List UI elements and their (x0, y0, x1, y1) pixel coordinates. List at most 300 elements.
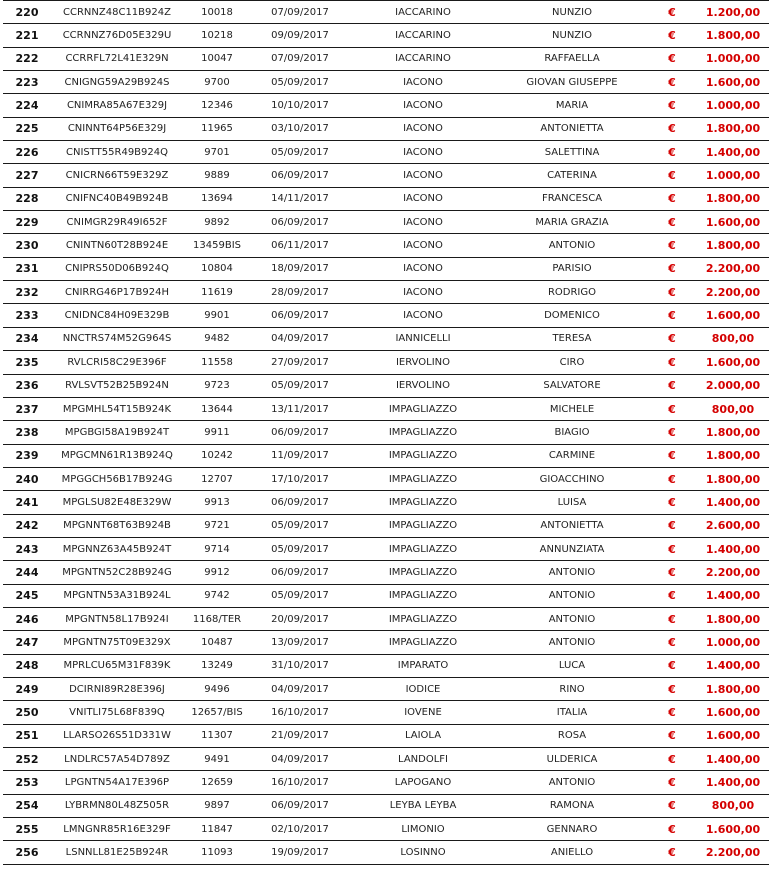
protocol-number-cell: 13694 (183, 187, 251, 210)
currency-symbol: € (647, 631, 697, 654)
surname-cell: IMPAGLIAZZO (349, 491, 497, 514)
table-row (3, 1, 769, 24)
first-name-cell: RAMONA (497, 794, 647, 817)
row-number: 253 (3, 771, 51, 794)
date-cell: 16/10/2017 (251, 701, 349, 724)
fiscal-code-cell: DCIRNI89R28E396J (51, 677, 183, 700)
surname-cell: IACONO (349, 187, 497, 210)
fiscal-code-cell: CNIPRS50D06B924Q (51, 257, 183, 280)
amount-cell: 1.800,00 (697, 607, 769, 630)
protocol-number-cell: 10804 (183, 257, 251, 280)
first-name-cell: PARISIO (497, 257, 647, 280)
first-name-cell: ITALIA (497, 701, 647, 724)
amount-cell: 1.800,00 (697, 234, 769, 257)
surname-cell: IMPAGLIAZZO (349, 444, 497, 467)
surname-cell: IACONO (349, 211, 497, 234)
fiscal-code-cell: MPGNTN52C28B924G (51, 561, 183, 584)
date-cell: 09/09/2017 (251, 24, 349, 47)
amount-cell: 2.600,00 (697, 514, 769, 537)
protocol-number-cell: 9897 (183, 794, 251, 817)
fiscal-code-cell: MPGGCH56B17B924G (51, 467, 183, 490)
first-name-cell: ANNUNZIATA (497, 537, 647, 560)
currency-symbol: € (647, 607, 697, 630)
fiscal-code-cell: NNCTRS74M52G964S (51, 327, 183, 350)
currency-symbol: € (647, 537, 697, 560)
fiscal-code-cell: MPGMHL54T15B924K (51, 397, 183, 420)
first-name-cell: FRANCESCA (497, 187, 647, 210)
first-name-cell: GIOVAN GIUSEPPE (497, 71, 647, 94)
fiscal-code-cell: LYBRMN80L48Z505R (51, 794, 183, 817)
date-cell: 11/09/2017 (251, 444, 349, 467)
row-number: 225 (3, 117, 51, 140)
table-row (3, 71, 769, 94)
date-cell: 06/09/2017 (251, 561, 349, 584)
amount-cell: 1.600,00 (697, 211, 769, 234)
first-name-cell: CATERINA (497, 164, 647, 187)
row-number: 249 (3, 677, 51, 700)
first-name-cell: ANIELLO (497, 841, 647, 864)
first-name-cell: BIAGIO (497, 421, 647, 444)
table-row (3, 351, 769, 374)
first-name-cell: MICHELE (497, 397, 647, 420)
date-cell: 28/09/2017 (251, 281, 349, 304)
protocol-number-cell: 9482 (183, 327, 251, 350)
fiscal-code-cell: CNICRN66T59E329Z (51, 164, 183, 187)
protocol-number-cell: 9889 (183, 164, 251, 187)
first-name-cell: RAFFAELLA (497, 47, 647, 70)
surname-cell: LAIOLA (349, 724, 497, 747)
fiscal-code-cell: CNIRRG46P17B924H (51, 281, 183, 304)
surname-cell: IERVOLINO (349, 374, 497, 397)
protocol-number-cell: 11619 (183, 281, 251, 304)
first-name-cell: GIOACCHINO (497, 467, 647, 490)
fiscal-code-cell: LLARSO26S51D331W (51, 724, 183, 747)
table-row (3, 94, 769, 117)
currency-symbol: € (647, 117, 697, 140)
amount-cell: 2.200,00 (697, 281, 769, 304)
fiscal-code-cell: VNITLI75L68F839Q (51, 701, 183, 724)
protocol-number-cell: 12346 (183, 94, 251, 117)
row-number: 232 (3, 281, 51, 304)
table-row (3, 677, 769, 700)
surname-cell: IMPAGLIAZZO (349, 467, 497, 490)
row-number: 250 (3, 701, 51, 724)
row-number: 252 (3, 748, 51, 771)
table-row (3, 841, 769, 864)
table-row (3, 187, 769, 210)
protocol-number-cell: 9901 (183, 304, 251, 327)
fiscal-code-cell: MPRLCU65M31F839K (51, 654, 183, 677)
currency-symbol: € (647, 211, 697, 234)
fiscal-code-cell: MPGNNZ63A45B924T (51, 537, 183, 560)
table-row (3, 491, 769, 514)
surname-cell: IACCARINO (349, 1, 497, 24)
surname-cell: IOVENE (349, 701, 497, 724)
amount-cell: 1.800,00 (697, 421, 769, 444)
currency-symbol: € (647, 71, 697, 94)
row-number: 243 (3, 537, 51, 560)
surname-cell: IACONO (349, 257, 497, 280)
surname-cell: IMPAGLIAZZO (349, 537, 497, 560)
table-row (3, 514, 769, 537)
table-row (3, 421, 769, 444)
amount-cell: 800,00 (697, 397, 769, 420)
date-cell: 05/09/2017 (251, 584, 349, 607)
date-cell: 06/09/2017 (251, 211, 349, 234)
table-row (3, 607, 769, 630)
records-table-body (3, 1, 769, 865)
surname-cell: LIMONIO (349, 818, 497, 841)
protocol-number-cell: 10018 (183, 1, 251, 24)
row-number: 223 (3, 71, 51, 94)
protocol-number-cell: 9496 (183, 677, 251, 700)
protocol-number-cell: 13644 (183, 397, 251, 420)
amount-cell: 1.600,00 (697, 724, 769, 747)
protocol-number-cell: 9742 (183, 584, 251, 607)
first-name-cell: ANTONIO (497, 631, 647, 654)
surname-cell: IODICE (349, 677, 497, 700)
date-cell: 10/10/2017 (251, 94, 349, 117)
first-name-cell: ANTONIO (497, 561, 647, 584)
date-cell: 04/09/2017 (251, 748, 349, 771)
amount-cell: 800,00 (697, 327, 769, 350)
row-number: 242 (3, 514, 51, 537)
currency-symbol: € (647, 514, 697, 537)
first-name-cell: LUCA (497, 654, 647, 677)
table-row (3, 748, 769, 771)
first-name-cell: CIRO (497, 351, 647, 374)
protocol-number-cell: 9912 (183, 561, 251, 584)
amount-cell: 1.000,00 (697, 164, 769, 187)
currency-symbol: € (647, 421, 697, 444)
date-cell: 05/09/2017 (251, 514, 349, 537)
fiscal-code-cell: CNINNT64P56E329J (51, 117, 183, 140)
date-cell: 04/09/2017 (251, 677, 349, 700)
protocol-number-cell: 9911 (183, 421, 251, 444)
fiscal-code-cell: MPGBGI58A19B924T (51, 421, 183, 444)
table-row (3, 257, 769, 280)
first-name-cell: NUNZIO (497, 1, 647, 24)
amount-cell: 1.400,00 (697, 537, 769, 560)
row-number: 254 (3, 794, 51, 817)
currency-symbol: € (647, 794, 697, 817)
protocol-number-cell: 9714 (183, 537, 251, 560)
surname-cell: LEYBA LEYBA (349, 794, 497, 817)
row-number: 240 (3, 467, 51, 490)
row-number: 246 (3, 607, 51, 630)
date-cell: 21/09/2017 (251, 724, 349, 747)
protocol-number-cell: 11558 (183, 351, 251, 374)
first-name-cell: NUNZIO (497, 24, 647, 47)
fiscal-code-cell: MPGLSU82E48E329W (51, 491, 183, 514)
date-cell: 06/11/2017 (251, 234, 349, 257)
date-cell: 04/09/2017 (251, 327, 349, 350)
row-number: 239 (3, 444, 51, 467)
fiscal-code-cell: MPGNTN75T09E329X (51, 631, 183, 654)
currency-symbol: € (647, 771, 697, 794)
amount-cell: 2.200,00 (697, 841, 769, 864)
row-number: 235 (3, 351, 51, 374)
date-cell: 05/09/2017 (251, 71, 349, 94)
protocol-number-cell: 1168/TER (183, 607, 251, 630)
date-cell: 14/11/2017 (251, 187, 349, 210)
fiscal-code-cell: CNIGNG59A29B924S (51, 71, 183, 94)
surname-cell: LOSINNO (349, 841, 497, 864)
surname-cell: IACONO (349, 94, 497, 117)
surname-cell: IANNICELLI (349, 327, 497, 350)
date-cell: 06/09/2017 (251, 164, 349, 187)
row-number: 247 (3, 631, 51, 654)
amount-cell: 1.000,00 (697, 94, 769, 117)
fiscal-code-cell: CNISTT55R49B924Q (51, 141, 183, 164)
date-cell: 31/10/2017 (251, 654, 349, 677)
row-number: 229 (3, 211, 51, 234)
row-number: 245 (3, 584, 51, 607)
amount-cell: 2.000,00 (697, 374, 769, 397)
table-row (3, 631, 769, 654)
amount-cell: 1.400,00 (697, 584, 769, 607)
surname-cell: IMPAGLIAZZO (349, 514, 497, 537)
amount-cell: 2.200,00 (697, 257, 769, 280)
row-number: 248 (3, 654, 51, 677)
surname-cell: LANDOLFI (349, 748, 497, 771)
fiscal-code-cell: LSNNLL81E25B924R (51, 841, 183, 864)
date-cell: 05/09/2017 (251, 537, 349, 560)
row-number: 236 (3, 374, 51, 397)
table-row (3, 724, 769, 747)
currency-symbol: € (647, 47, 697, 70)
table-row (3, 818, 769, 841)
table-row (3, 24, 769, 47)
row-number: 228 (3, 187, 51, 210)
amount-cell: 1.800,00 (697, 24, 769, 47)
date-cell: 19/09/2017 (251, 841, 349, 864)
protocol-number-cell: 11965 (183, 117, 251, 140)
amount-cell: 1.200,00 (697, 1, 769, 24)
first-name-cell: ROSA (497, 724, 647, 747)
amount-cell: 1.400,00 (697, 141, 769, 164)
table-row (3, 327, 769, 350)
row-number: 230 (3, 234, 51, 257)
table-row (3, 211, 769, 234)
table-row (3, 444, 769, 467)
fiscal-code-cell: MPGNTN53A31B924L (51, 584, 183, 607)
surname-cell: IACONO (349, 141, 497, 164)
fiscal-code-cell: MPGNNT68T63B924B (51, 514, 183, 537)
protocol-number-cell: 9700 (183, 71, 251, 94)
fiscal-code-cell: CCRNNZ76D05E329U (51, 24, 183, 47)
date-cell: 03/10/2017 (251, 117, 349, 140)
surname-cell: IACONO (349, 304, 497, 327)
first-name-cell: ANTONIETTA (497, 117, 647, 140)
date-cell: 07/09/2017 (251, 47, 349, 70)
currency-symbol: € (647, 164, 697, 187)
protocol-number-cell: 9892 (183, 211, 251, 234)
surname-cell: IMPAGLIAZZO (349, 607, 497, 630)
table-row (3, 397, 769, 420)
surname-cell: IACONO (349, 117, 497, 140)
amount-cell: 1.800,00 (697, 444, 769, 467)
first-name-cell: RINO (497, 677, 647, 700)
protocol-number-cell: 12659 (183, 771, 251, 794)
first-name-cell: ANTONIO (497, 584, 647, 607)
first-name-cell: ANTONIO (497, 607, 647, 630)
date-cell: 13/11/2017 (251, 397, 349, 420)
currency-symbol: € (647, 444, 697, 467)
protocol-number-cell: 9913 (183, 491, 251, 514)
protocol-number-cell: 12707 (183, 467, 251, 490)
amount-cell: 1.600,00 (697, 351, 769, 374)
table-row (3, 771, 769, 794)
currency-symbol: € (647, 397, 697, 420)
table-row (3, 117, 769, 140)
row-number: 224 (3, 94, 51, 117)
currency-symbol: € (647, 374, 697, 397)
currency-symbol: € (647, 467, 697, 490)
row-number: 237 (3, 397, 51, 420)
currency-symbol: € (647, 187, 697, 210)
amount-cell: 1.000,00 (697, 47, 769, 70)
fiscal-code-cell: CNIFNC40B49B924B (51, 187, 183, 210)
row-number: 221 (3, 24, 51, 47)
first-name-cell: ANTONIO (497, 771, 647, 794)
date-cell: 05/09/2017 (251, 141, 349, 164)
surname-cell: LAPOGANO (349, 771, 497, 794)
currency-symbol: € (647, 141, 697, 164)
currency-symbol: € (647, 257, 697, 280)
protocol-number-cell: 9721 (183, 514, 251, 537)
table-row (3, 584, 769, 607)
surname-cell: IMPAGLIAZZO (349, 397, 497, 420)
currency-symbol: € (647, 327, 697, 350)
first-name-cell: GENNARO (497, 818, 647, 841)
amount-cell: 1.400,00 (697, 654, 769, 677)
fiscal-code-cell: CNIMGR29R49I652F (51, 211, 183, 234)
row-number: 227 (3, 164, 51, 187)
row-number: 220 (3, 1, 51, 24)
fiscal-code-cell: RVLSVT52B25B924N (51, 374, 183, 397)
currency-symbol: € (647, 561, 697, 584)
table-row (3, 304, 769, 327)
currency-symbol: € (647, 491, 697, 514)
amount-cell: 1.600,00 (697, 71, 769, 94)
amount-cell: 1.600,00 (697, 304, 769, 327)
currency-symbol: € (647, 304, 697, 327)
table-row (3, 701, 769, 724)
amount-cell: 1.800,00 (697, 467, 769, 490)
date-cell: 06/09/2017 (251, 794, 349, 817)
table-row (3, 374, 769, 397)
amount-cell: 1.600,00 (697, 818, 769, 841)
first-name-cell: DOMENICO (497, 304, 647, 327)
fiscal-code-cell: CCRRFL72L41E329N (51, 47, 183, 70)
table-row (3, 234, 769, 257)
currency-symbol: € (647, 818, 697, 841)
surname-cell: IERVOLINO (349, 351, 497, 374)
amount-cell: 1.000,00 (697, 631, 769, 654)
date-cell: 06/09/2017 (251, 421, 349, 444)
first-name-cell: RODRIGO (497, 281, 647, 304)
amount-cell: 2.200,00 (697, 561, 769, 584)
surname-cell: IACCARINO (349, 47, 497, 70)
date-cell: 16/10/2017 (251, 771, 349, 794)
amount-cell: 1.800,00 (697, 187, 769, 210)
date-cell: 13/09/2017 (251, 631, 349, 654)
surname-cell: IACCARINO (349, 24, 497, 47)
currency-symbol: € (647, 584, 697, 607)
first-name-cell: TERESA (497, 327, 647, 350)
currency-symbol: € (647, 351, 697, 374)
first-name-cell: ULDERICA (497, 748, 647, 771)
table-row (3, 164, 769, 187)
row-number: 255 (3, 818, 51, 841)
amount-cell: 800,00 (697, 794, 769, 817)
table-row (3, 141, 769, 164)
protocol-number-cell: 11307 (183, 724, 251, 747)
currency-symbol: € (647, 94, 697, 117)
surname-cell: IACONO (349, 234, 497, 257)
currency-symbol: € (647, 234, 697, 257)
fiscal-code-cell: RVLCRI58C29E396F (51, 351, 183, 374)
protocol-number-cell: 11847 (183, 818, 251, 841)
amount-cell: 1.400,00 (697, 491, 769, 514)
row-number: 234 (3, 327, 51, 350)
fiscal-code-cell: LNDLRC57A54D789Z (51, 748, 183, 771)
surname-cell: IACONO (349, 71, 497, 94)
first-name-cell: SALETTINA (497, 141, 647, 164)
date-cell: 17/10/2017 (251, 467, 349, 490)
fiscal-code-cell: LMNGNR85R16E329F (51, 818, 183, 841)
row-number: 231 (3, 257, 51, 280)
first-name-cell: MARIA GRAZIA (497, 211, 647, 234)
table-row (3, 47, 769, 70)
first-name-cell: MARIA (497, 94, 647, 117)
fiscal-code-cell: CCRNNZ48C11B924Z (51, 1, 183, 24)
fiscal-code-cell: CNIMRA85A67E329J (51, 94, 183, 117)
first-name-cell: SALVATORE (497, 374, 647, 397)
protocol-number-cell: 13249 (183, 654, 251, 677)
surname-cell: IMPAGLIAZZO (349, 561, 497, 584)
table-row (3, 467, 769, 490)
currency-symbol: € (647, 701, 697, 724)
protocol-number-cell: 10242 (183, 444, 251, 467)
surname-cell: IMPAGLIAZZO (349, 421, 497, 444)
protocol-number-cell: 11093 (183, 841, 251, 864)
records-table (3, 0, 769, 865)
row-number: 256 (3, 841, 51, 864)
surname-cell: IMPAGLIAZZO (349, 584, 497, 607)
fiscal-code-cell: MPGCMN61R13B924Q (51, 444, 183, 467)
first-name-cell: ANTONIO (497, 234, 647, 257)
table-row (3, 561, 769, 584)
amount-cell: 1.400,00 (697, 771, 769, 794)
fiscal-code-cell: CNINTN60T28B924E (51, 234, 183, 257)
table-row (3, 537, 769, 560)
surname-cell: IACONO (349, 164, 497, 187)
currency-symbol: € (647, 748, 697, 771)
first-name-cell: ANTONIETTA (497, 514, 647, 537)
row-number: 241 (3, 491, 51, 514)
row-number: 233 (3, 304, 51, 327)
fiscal-code-cell: LPGNTN54A17E396P (51, 771, 183, 794)
date-cell: 07/09/2017 (251, 1, 349, 24)
protocol-number-cell: 13459BIS (183, 234, 251, 257)
protocol-number-cell: 9723 (183, 374, 251, 397)
date-cell: 06/09/2017 (251, 491, 349, 514)
amount-cell: 1.800,00 (697, 677, 769, 700)
amount-cell: 1.800,00 (697, 117, 769, 140)
surname-cell: IACONO (349, 281, 497, 304)
